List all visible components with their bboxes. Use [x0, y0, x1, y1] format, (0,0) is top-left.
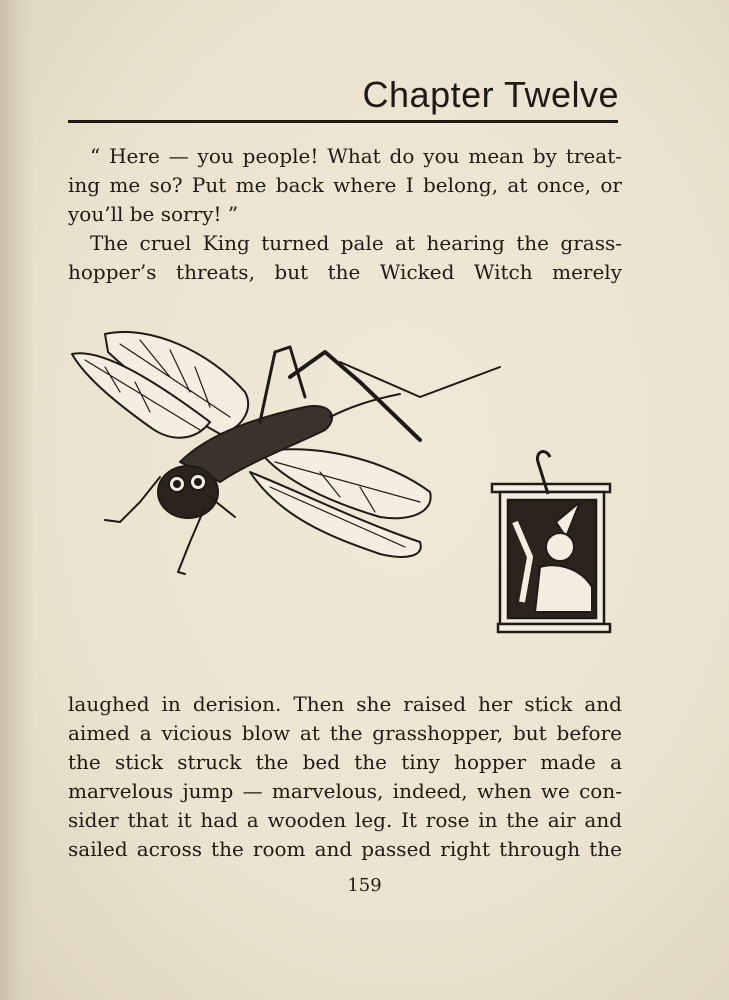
- text-line: sider that it had a wooden leg. It rose in the air and: [68, 808, 622, 832]
- chapter-title: Chapter Twelve: [362, 74, 619, 115]
- grasshopper-illustration: [60, 322, 660, 662]
- text-line: laughed in derision. Then she raised her stick and: [68, 692, 622, 716]
- page-gutter-shadow: [0, 0, 34, 1000]
- top-text: [68, 142, 622, 287]
- text-line: ing me so? Put me back where I belong, at once, or: [68, 173, 622, 197]
- text-line: you’ll be sorry! ”: [68, 202, 239, 226]
- bottom-text: [68, 690, 622, 864]
- text-line: “ Here — you people! What do you mean by treat-: [90, 144, 622, 168]
- text-line: marvelous jump — marvelous, indeed, when we con-: [68, 779, 622, 803]
- grasshopper-head: [158, 466, 218, 518]
- witch-window: [492, 452, 610, 632]
- text-line: sailed across the room and passed right through the: [68, 837, 622, 861]
- header-rule: [68, 120, 618, 123]
- page-number: 159: [347, 875, 382, 896]
- text-line: aimed a vicious blow at the grasshopper, but before: [68, 721, 622, 745]
- text-line: hopper’s threats, but the Wicked Witch merely: [68, 260, 622, 284]
- text-line: The cruel King turned pale at hearing the grass-: [90, 231, 622, 255]
- text-line: the stick struck the bed the tiny hopper made a: [68, 750, 622, 774]
